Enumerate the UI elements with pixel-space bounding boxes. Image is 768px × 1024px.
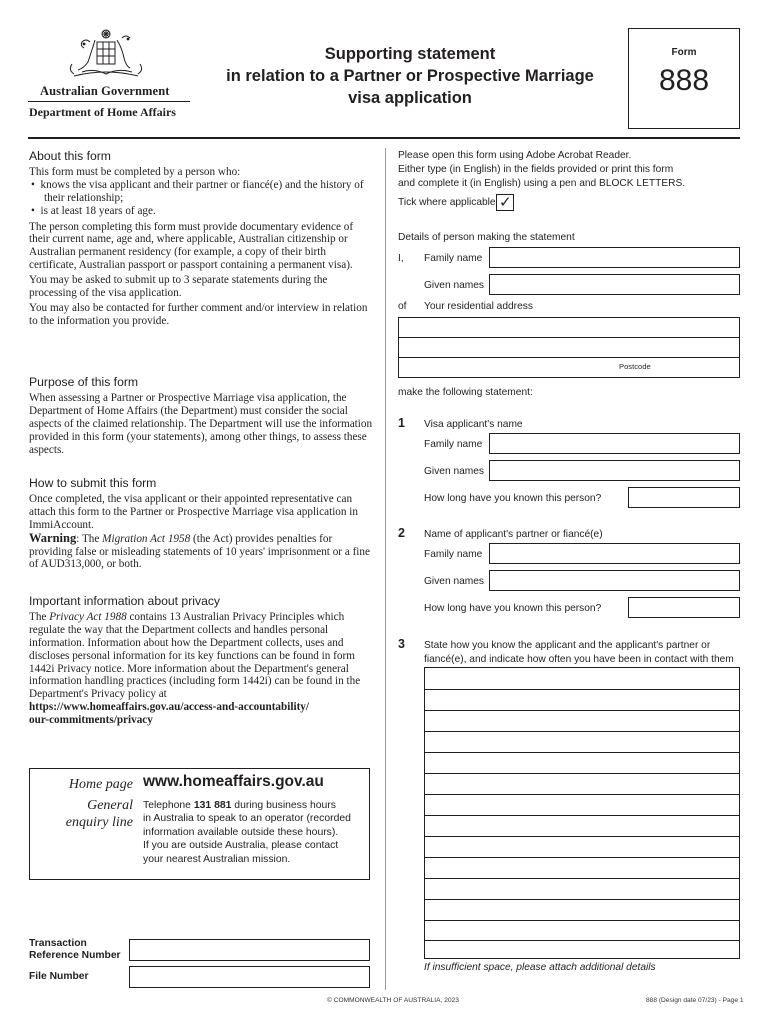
question-3-label <box>424 639 734 667</box>
person-family-name-input[interactable] <box>489 247 740 268</box>
ruled-line <box>425 836 739 837</box>
instructions-line-1: Please open this form using Adobe Acrobat Reader. <box>398 150 632 161</box>
about-section <box>29 150 373 328</box>
q2-given-names-label: Given names <box>424 576 485 587</box>
address-line-1-input[interactable] <box>398 317 740 338</box>
q1-family-name-input[interactable] <box>489 433 740 454</box>
postcode-label: Postcode <box>619 362 651 371</box>
ruled-line <box>425 857 739 858</box>
ruled-line <box>425 773 739 774</box>
telephone-line <box>143 799 365 812</box>
about-heading: About this form <box>29 149 111 163</box>
question-3-number: 3 <box>398 637 405 651</box>
department-name: Department of Home Affairs <box>29 105 176 119</box>
purpose-para: When assessing a Partner or Prospective Marriage visa application, the Department of Home Affairs (the Department) must consider the social aspects of the claimed relationship. The Department will use the information provided in this form (your statements), among other things, to assess these aspects. <box>29 391 373 456</box>
relationship-statement-textarea[interactable] <box>424 667 740 959</box>
checkmark-icon: ✓ <box>499 193 512 211</box>
privacy-para <box>29 611 373 701</box>
title-line-1: Supporting statement <box>324 45 496 63</box>
ruled-line <box>425 940 739 941</box>
instructions-line-2: Either type (in English) in the fields provided or print this form <box>398 164 674 175</box>
question-1-number: 1 <box>398 416 405 430</box>
enquiry-line-4: If you are outside Australia, please contact <box>143 840 339 852</box>
q2-how-long-input[interactable] <box>628 597 740 618</box>
q2-given-names-input[interactable] <box>489 570 740 591</box>
instructions-line-3: and complete it (in English) using a pen and BLOCK LETTERS. <box>398 178 686 189</box>
q1-given-names-label: Given names <box>424 466 485 477</box>
tel-number: 131 881 <box>193 800 232 811</box>
purpose-heading: Purpose of this form <box>29 375 139 389</box>
warning-pre: : The <box>76 532 103 545</box>
question-3-label-line-1: State how you know the applicant and the applicant's partner or <box>424 640 711 651</box>
privacy-policy-link[interactable] <box>29 701 373 727</box>
header-rule <box>28 137 740 139</box>
trn-label-1: Transaction <box>29 938 87 949</box>
privacy-body: contains 13 Australian Privacy Principles which regulate the way that the Department collects and handles personal information. Information about how the Department collects, uses and discloses personal information for its key functions can be found in form 1442i Privacy notice. More information about the Department's general information handling practices (including form 1442i) can be found in the Department's Privacy policy at <box>29 610 361 701</box>
ruled-line <box>425 710 739 711</box>
q1-family-name-label: Family name <box>424 439 483 450</box>
enquiry-line-3: information available outside these hours). <box>143 826 339 838</box>
title-line-2: in relation to a Partner or Prospective Marriage <box>226 67 594 85</box>
person-given-names-input[interactable] <box>489 274 740 295</box>
contact-box <box>29 768 370 880</box>
general-enquiry-label-1: General <box>87 798 133 813</box>
about-bullet-1-text: knows the visa applicant and their partner or fiancé(e) and the history of their relationship; <box>40 178 364 204</box>
question-2-label: Name of applicant's partner or fiancé(e) <box>424 529 603 540</box>
privacy-link-line-1[interactable]: https://www.homeaffairs.gov.au/access-and-accountability/ <box>29 701 309 714</box>
tick-example-box <box>496 194 514 211</box>
page-info: 888 (Design date 07/23) - Page 1 <box>646 997 744 1004</box>
question-1-label: Visa applicant's name <box>424 419 523 430</box>
privacy-pre: The <box>29 610 50 623</box>
enquiry-details <box>143 799 365 866</box>
of-label: of <box>398 301 407 312</box>
privacy-section <box>29 595 373 727</box>
insufficient-space-note: If insufficient space, please attach additional details <box>424 962 656 973</box>
address-line-2-input[interactable] <box>398 337 740 358</box>
ruled-line <box>425 815 739 816</box>
purpose-section <box>29 376 373 456</box>
q2-family-name-input[interactable] <box>489 543 740 564</box>
ruled-line <box>425 920 739 921</box>
trn-label-2: Reference Number <box>29 949 121 961</box>
privacy-act: Privacy Act 1988 <box>49 610 127 623</box>
page-title <box>200 43 620 109</box>
file-number-label: File Number <box>29 971 89 982</box>
about-bullet-1: • knows the visa applicant and their partner or fiancé(e) and the history of their relationship; <box>31 178 364 204</box>
column-divider <box>385 148 386 990</box>
about-para-1: The person completing this form must provide documentary evidence of their current name, age and, where applicable, Australian citizenship or Australian permanent residency (for example, a copy of their birth certificate, Australian passport or passport containing a permanent visa). <box>29 220 354 272</box>
statement-label: make the following statement: <box>398 387 533 398</box>
home-page-label: Home page <box>68 777 133 792</box>
enquiry-line-2: in Australia to speak to an operator (recorded <box>143 813 351 825</box>
file-number-input[interactable] <box>129 966 370 988</box>
about-para-2: You may be asked to submit up to 3 separate statements during the processing of the visa application. <box>29 274 328 300</box>
ruled-line <box>425 689 739 690</box>
coat-of-arms-icon <box>64 28 148 82</box>
trn-label <box>29 938 121 961</box>
about-intro: This form must be completed by a person who: <box>29 165 241 178</box>
person-given-names-label: Given names <box>424 280 485 291</box>
ruled-line <box>425 752 739 753</box>
q1-how-long-input[interactable] <box>628 487 740 508</box>
warning-post: (the Act) provides penalties for providing false or misleading statements of 10 years' imprisonment or a fine of AUD313,000, or both. <box>29 532 370 571</box>
ruled-line <box>425 878 739 879</box>
q2-how-long-label: How long have you known this person? <box>424 603 602 614</box>
homepage-link[interactable]: www.homeaffairs.gov.au <box>143 773 324 790</box>
warning-text <box>29 532 373 572</box>
about-bullet-2: • is at least 18 years of age. <box>31 204 156 217</box>
general-enquiry-label <box>30 797 133 831</box>
enquiry-line-5: your nearest Australian mission. <box>143 853 291 865</box>
ruled-line <box>425 899 739 900</box>
warning-label: Warning <box>29 530 77 545</box>
q1-given-names-input[interactable] <box>489 460 740 481</box>
address-line-3-input[interactable] <box>398 357 740 378</box>
about-para-3: You may also be contacted for further comment and/or interview in relation to the information you provide. <box>29 301 368 327</box>
tel-post: during business hours <box>231 800 336 811</box>
i-label: I, <box>398 253 404 264</box>
q1-how-long-label: How long have you known this person? <box>424 493 602 504</box>
warning-act: Migration Act 1958 <box>102 532 191 545</box>
submit-heading: How to submit this form <box>29 476 157 490</box>
question-3-label-line-2: fiancé(e), and indicate how often you have been in contact with them <box>424 653 734 665</box>
form-number: 888 <box>658 64 710 97</box>
tick-where-applicable-label: Tick where applicable <box>398 197 496 208</box>
copyright: © COMMONWEALTH OF AUSTRALIA, 2023 <box>327 997 459 1004</box>
question-2-number: 2 <box>398 526 405 540</box>
trn-input[interactable] <box>129 939 370 961</box>
q2-family-name-label: Family name <box>424 549 483 560</box>
about-bullet-2-text: is at least 18 years of age. <box>40 204 156 217</box>
ruled-line <box>425 794 739 795</box>
person-details-heading: Details of person making the statement <box>398 232 575 243</box>
address-label: Your residential address <box>424 301 533 312</box>
submit-para: Once completed, the visa applicant or their appointed representative can attach this form to the Partner or Prospective Marriage visa application in ImmiAccount. <box>29 492 358 531</box>
privacy-heading: Important information about privacy <box>29 594 221 608</box>
person-family-name-label: Family name <box>424 253 483 264</box>
form-label: Form <box>671 47 697 58</box>
form-number-box <box>628 28 740 129</box>
tel-pre: Telephone <box>143 800 194 811</box>
submit-section <box>29 477 373 571</box>
title-line-3: visa application <box>348 89 472 107</box>
general-enquiry-label-2: enquiry line <box>65 815 133 830</box>
header-divider <box>28 101 190 102</box>
privacy-link-line-2[interactable]: our-commitments/privacy <box>29 714 153 727</box>
instructions <box>398 149 685 191</box>
government-name: Australian Government <box>40 84 170 98</box>
ruled-line <box>425 731 739 732</box>
